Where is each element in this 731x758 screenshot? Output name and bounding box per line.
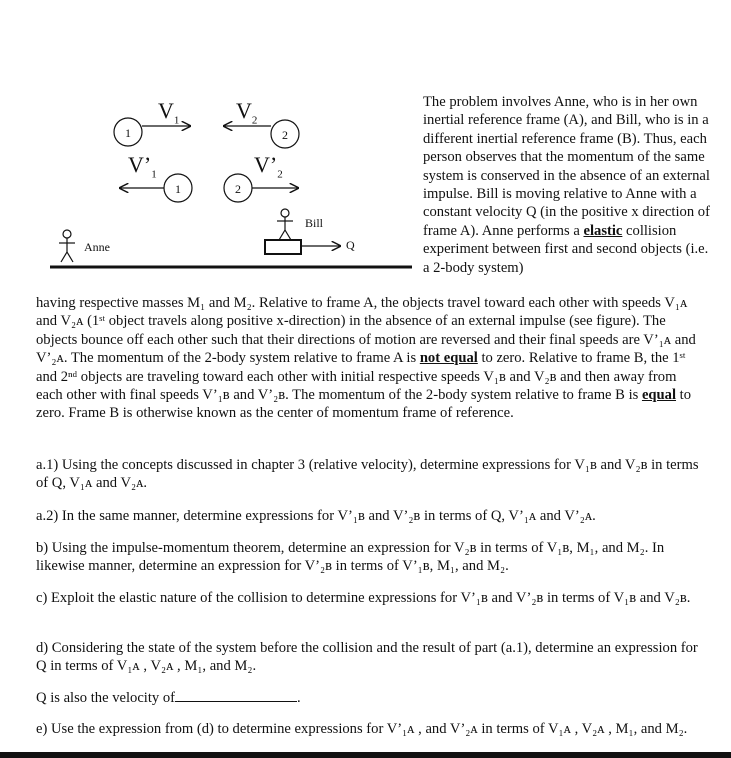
question-d: d) Considering the state of the system before the collision and the result of part (a.1), determine an expression for Q in terms of V₁ᴀ , V₂ᴀ , M₁, and M₂. [36,640,698,675]
answer-blank[interactable] [175,689,297,702]
question-a1: a.1) Using the concepts discussed in chapter 3 (relative velocity), determine expressions for V₁ʙ and V₂ʙ in terms of Q, V₁ᴀ and V₂ᴀ. [36,457,699,492]
ball-1-label: 1 [125,126,131,140]
question-a2: a.2) In the same manner, determine expressions for V’₁ʙ and V’₂ʙ in terms of Q, V’₁ᴀ and V’₂ᴀ. [36,508,596,524]
v1-prime-label: $V’_1$ [128,152,157,181]
v2-label: $V_2$ [236,98,258,127]
intro-tail: collision experiment between first and second objects (i.e. a 2-body system) [423,222,709,276]
q-velocity-end: . [297,690,301,706]
elastic-term: elastic [583,222,623,239]
bill-label: Bill [305,216,324,230]
v2-prime-label: $V’_2$ [254,152,283,181]
main-text-3: to zero. Frame B is otherwise known as the center of momentum frame of reference. [36,387,692,422]
ball-2-after-label: 2 [235,182,241,196]
not-equal-term: not equal [419,350,478,367]
main-text-1: having respective masses M₁ and M₂. Relative to frame A, the objects travel toward each other with speeds V₁ᴀ and V₂ᴀ (1ˢᵗ object travels along positive x-direction) in the absence of an external impulse (see figure). The objects bounce off each other such that their directions of motion are reversed and their final speeds are V’₁ᴀ and V’₂ᴀ. The momentum of the 2-body system relative to frame A is [36,295,696,367]
bottom-border [0,752,731,758]
ball-2-label: 2 [282,128,288,142]
bill-figure [265,209,301,254]
main-text-2: to zero. Relative to frame B, the 1ˢᵗ and 2ⁿᵈ objects are traveling toward each other with initial respective speeds V₁ʙ and V₂ʙ and then away from each other with final speeds V’₁ʙ and V’₂ʙ. The momentum of the 2-body system relative to frame B is [36,350,686,404]
equal-term: equal [641,387,677,404]
question-e: e) Use the expression from (d) to determine expressions for V’₁ᴀ , and V’₂ᴀ in terms of V₁ᴀ , V₂ᴀ , M₁, and M₂. [36,721,688,737]
anne-label: Anne [84,240,110,254]
question-b: b) Using the impulse-momentum theorem, determine an expression for V₂ʙ in terms of V₁ʙ, M₁, and M₂. In likewise manner, determine an expression for V’₂ʙ in terms of V’₁ʙ, M₁, and M₂. [36,540,665,575]
intro-text: The problem involves Anne, who is in her own inertial reference frame (A), and Bill, who is in a different inertial reference frame (B). Thus, each person observes that the momentum of the same system is conserved in the absence of an external impulse. Bill is moving relative to Anne with a constant velocity Q (in the positive x direction of frame A). Anne performs a [423,94,710,239]
ball-1-after-label: 1 [175,182,181,196]
main-paragraph [36,294,704,423]
q-velocity-text: Q is also the velocity of [36,690,176,706]
anne-figure [59,230,75,262]
v1-label: $V_1$ [158,98,180,127]
q-label: Q [346,238,355,252]
question-q-velocity [36,689,704,707]
collision-figure [40,90,415,280]
intro-paragraph [423,93,713,277]
question-c: c) Exploit the elastic nature of the collision to determine expressions for V’₁ʙ and V’₂ʙ in terms of V₁ʙ and V₂ʙ. [36,590,691,606]
